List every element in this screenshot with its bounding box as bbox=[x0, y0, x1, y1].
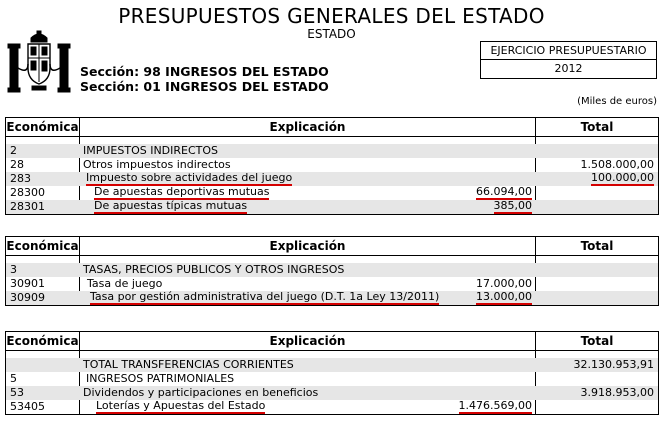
row-code: 283 bbox=[10, 172, 31, 185]
row-description: Tasa por gestión administrativa del juego (D.T. 1a Ley 13/2011) bbox=[90, 290, 440, 303]
table-row bbox=[6, 277, 658, 291]
table-row bbox=[6, 386, 658, 400]
table-spacer bbox=[6, 256, 658, 263]
row-code: 28301 bbox=[10, 200, 45, 213]
row-code: 2 bbox=[10, 144, 17, 157]
table-row bbox=[6, 200, 658, 214]
row-total: 1.508.000,00 bbox=[580, 158, 654, 171]
row-amount: 1.476.569,00 bbox=[458, 399, 532, 412]
fiscal-year-box bbox=[480, 41, 657, 79]
row-total: 32.130.953,91 bbox=[573, 358, 654, 371]
row-code: 3 bbox=[10, 263, 17, 276]
table-row bbox=[6, 158, 658, 172]
row-description: INGRESOS PATRIMONIALES bbox=[86, 372, 235, 385]
row-description: TOTAL TRANSFERENCIAS CORRIENTES bbox=[83, 358, 294, 371]
document-title: PRESUPUESTOS GENERALES DEL ESTADO bbox=[118, 4, 545, 28]
document-subtitle: ESTADO bbox=[307, 27, 356, 41]
fiscal-year-label: EJERCICIO PRESUPUESTARIO bbox=[481, 42, 656, 60]
col-header-total: Total bbox=[580, 334, 614, 348]
row-code: 28 bbox=[10, 158, 24, 171]
row-code: 30909 bbox=[10, 291, 45, 304]
table-row bbox=[6, 372, 658, 386]
table-header bbox=[6, 118, 658, 137]
table-row bbox=[6, 291, 658, 305]
row-code: 53405 bbox=[10, 400, 45, 413]
table-header bbox=[6, 237, 658, 256]
col-header-economica: Económica bbox=[6, 334, 79, 348]
col-header-explicacion: Explicación bbox=[80, 332, 536, 350]
table-row bbox=[6, 400, 658, 414]
table-header bbox=[6, 332, 658, 351]
table-body bbox=[6, 351, 658, 414]
table-spacer bbox=[6, 351, 658, 358]
revenue-table-indirect-taxes bbox=[5, 117, 659, 215]
fiscal-year-value: 2012 bbox=[554, 62, 583, 75]
table-spacer bbox=[6, 137, 658, 144]
row-amount: 385,00 bbox=[493, 199, 532, 212]
table-row bbox=[6, 186, 658, 200]
row-code: 5 bbox=[10, 372, 17, 385]
row-amount: 66.094,00 bbox=[476, 185, 532, 198]
table-body bbox=[6, 137, 658, 214]
table-row bbox=[6, 172, 658, 186]
table-row bbox=[6, 358, 658, 372]
col-header-economica: Económica bbox=[6, 120, 79, 134]
row-description: Otros impuestos indirectos bbox=[83, 158, 231, 171]
col-header-economica: Económica bbox=[6, 239, 79, 253]
row-amount: 17.000,00 bbox=[476, 277, 532, 290]
col-header-total: Total bbox=[580, 239, 614, 253]
row-code: 30901 bbox=[10, 277, 45, 290]
row-description: TASAS, PRECIOS PUBLICOS Y OTROS INGRESOS bbox=[83, 263, 345, 276]
row-description: IMPUESTOS INDIRECTOS bbox=[83, 144, 219, 157]
row-description: Impuesto sobre actividades del juego bbox=[86, 171, 293, 184]
col-header-total: Total bbox=[580, 120, 614, 134]
row-amount: 13.000,00 bbox=[476, 290, 532, 303]
section-98-label: Sección: 98 INGRESOS DEL ESTADO bbox=[80, 64, 329, 79]
row-total: 3.918.953,00 bbox=[580, 386, 654, 399]
revenue-table-patrimonial bbox=[5, 331, 659, 415]
table-row bbox=[6, 144, 658, 158]
row-code: 28300 bbox=[10, 186, 45, 199]
coat-of-arms-icon bbox=[4, 28, 74, 98]
row-code: 53 bbox=[10, 386, 24, 399]
row-description: Dividendos y participaciones en beneficios bbox=[83, 386, 319, 399]
col-header-explicacion: Explicación bbox=[80, 237, 536, 255]
row-description: De apuestas deportivas mutuas bbox=[94, 185, 270, 198]
table-body bbox=[6, 256, 658, 305]
row-description: Tasa de juego bbox=[87, 277, 163, 290]
row-description: De apuestas típicas mutuas bbox=[94, 199, 248, 212]
section-01-label: Sección: 01 INGRESOS DEL ESTADO bbox=[80, 79, 329, 94]
table-row bbox=[6, 263, 658, 277]
row-description: Loterías y Apuestas del Estado bbox=[96, 399, 266, 412]
col-header-explicacion: Explicación bbox=[80, 118, 536, 136]
units-note: (Miles de euros) bbox=[577, 96, 657, 107]
row-total: 100.000,00 bbox=[591, 171, 654, 184]
revenue-table-fees bbox=[5, 236, 659, 306]
